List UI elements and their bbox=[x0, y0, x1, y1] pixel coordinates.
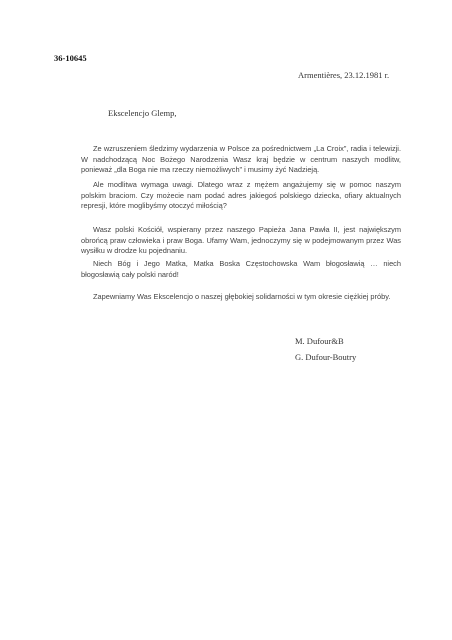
place-date-line: Armentières, 23.12.1981 r. bbox=[298, 70, 390, 80]
document-id: 36-10645 bbox=[54, 53, 87, 63]
paragraph-3: Wasz polski Kościół, wspierany przez naszego Papieża Jana Pawła II, jest największym obrońcą praw człowieka i praw Boga. Ufamy Wam, jednoczymy się w podejmowanym przez Was wysiłku w drodze ku pojednaniu. bbox=[81, 225, 401, 256]
signature-1: M. Dufour&B bbox=[295, 336, 344, 346]
paragraph-2: Ale modlitwa wymaga uwagi. Dlatego wraz z mężem angażujemy się w pomoc naszym polskim braciom. Czy możecie nam podać adres jakiegoś polskiego dziecka, ofiary aktualnych represji, które moglibyśmy otoczyć miłością? bbox=[81, 180, 401, 211]
paragraph-5: Zapewniamy Was Ekscelencjo o naszej głębokiej solidarności w tym okresie ciężkiej próby. bbox=[93, 292, 391, 301]
signature-2: G. Dufour-Boutry bbox=[295, 352, 357, 362]
paragraph-1: Ze wzruszeniem śledzimy wydarzenia w Polsce za pośrednictwem „La Croix”, radia i telewizji. W nadchodzącą Noc Bożego Narodzenia Wasz kraj będzie w centrum naszych modlitw, ponieważ „dla Boga nie ma rzeczy niemożliwych” i musimy żyć Nadzieją. bbox=[81, 144, 401, 175]
paragraph-4: Niech Bóg i Jego Matka, Matka Boska Częstochowska Wam błogosławią … niech błogosławią cały polski naród! bbox=[81, 259, 401, 279]
salutation: Ekscelencjo Glemp, bbox=[108, 108, 177, 118]
